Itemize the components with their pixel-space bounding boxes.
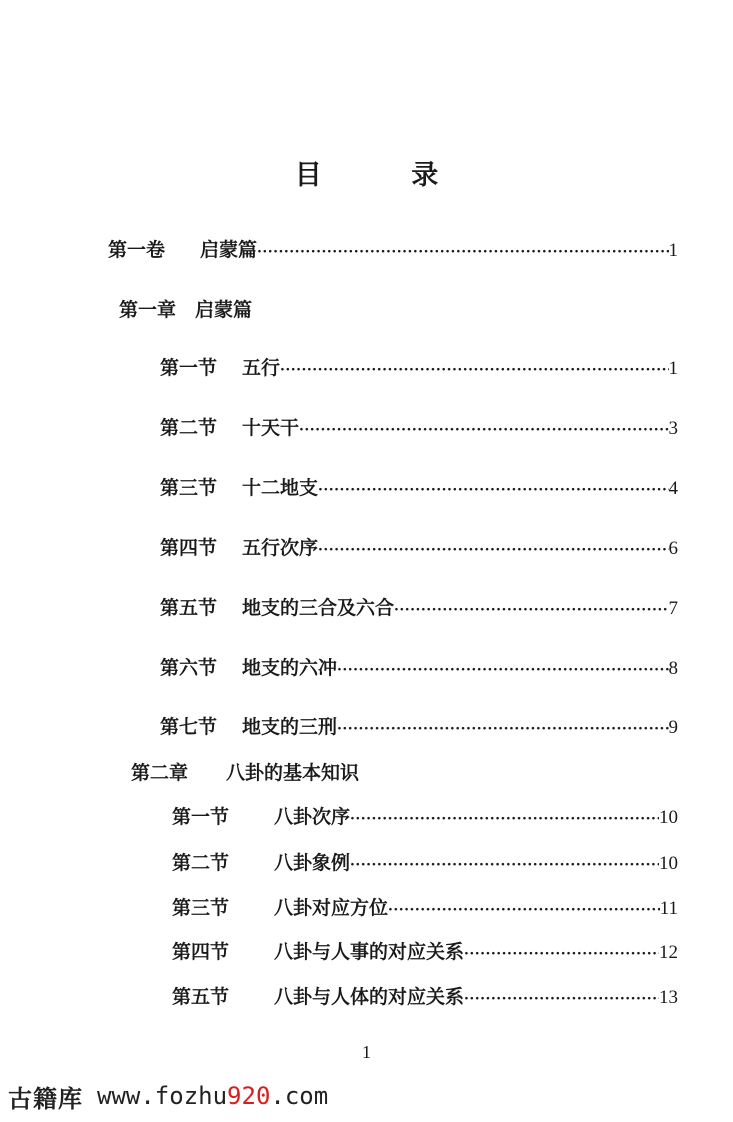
- dot-leader: [318, 477, 668, 503]
- toc-section-entry[interactable]: [160, 415, 678, 443]
- volume-title: 启蒙篇: [200, 239, 258, 261]
- section-page: 4: [668, 478, 678, 499]
- chapter-1-heading[interactable]: 第一章 启蒙篇: [119, 299, 253, 321]
- dot-leader: [318, 537, 668, 563]
- section-page: 10: [659, 807, 678, 828]
- section-label: 第七节: [160, 716, 218, 738]
- section-label: 第五节: [172, 986, 230, 1008]
- dot-leader: [394, 597, 668, 623]
- watermark-url-digits: 920: [227, 1082, 271, 1110]
- section-title: 八卦对应方位: [274, 897, 389, 919]
- section-label: 第三节: [160, 477, 218, 499]
- section-title: 八卦与人体的对应关系: [274, 986, 465, 1008]
- toc-section-entry[interactable]: [172, 984, 678, 1012]
- toc-volume-entry[interactable]: [108, 237, 678, 265]
- section-page: 11: [659, 898, 678, 919]
- section-label: 第三节: [172, 897, 230, 919]
- toc-section-entry[interactable]: [172, 939, 678, 967]
- dot-leader: [337, 657, 668, 683]
- dot-leader: [464, 986, 659, 1012]
- toc-section-entry[interactable]: [160, 655, 678, 683]
- section-label: 第二节: [172, 852, 230, 874]
- section-label: 第六节: [160, 657, 218, 679]
- section-label: 第一节: [172, 806, 230, 828]
- section-label: 第一节: [160, 357, 218, 379]
- section-title: 地支的六冲: [242, 657, 338, 679]
- section-title: 十天干: [242, 417, 300, 439]
- section-label: 第二节: [160, 417, 218, 439]
- dot-leader: [350, 806, 659, 832]
- section-title: 八卦象例: [274, 852, 351, 874]
- toc-section-entry[interactable]: [160, 475, 678, 503]
- chapter-2-heading[interactable]: 第二章 八卦的基本知识: [131, 762, 360, 784]
- section-title: 八卦次序: [274, 806, 351, 828]
- watermark-site-name: 古籍库: [8, 1084, 83, 1113]
- section-label: 第四节: [172, 941, 230, 963]
- section-page: 7: [668, 598, 678, 619]
- section-page: 6: [668, 538, 678, 559]
- toc-title: 目 录: [294, 160, 479, 191]
- section-title: 五行次序: [242, 537, 319, 559]
- section-page: 3: [668, 418, 678, 439]
- site-watermark: [8, 1078, 360, 1114]
- section-page: 8: [668, 658, 678, 679]
- toc-section-entry[interactable]: [160, 714, 678, 742]
- dot-leader: [337, 716, 668, 742]
- toc-section-entry[interactable]: [160, 595, 678, 623]
- section-page: 1: [668, 358, 678, 379]
- toc-section-entry[interactable]: [160, 535, 678, 563]
- section-title: 八卦与人事的对应关系: [274, 941, 465, 963]
- toc-section-entry[interactable]: [172, 804, 678, 832]
- section-title: 十二地支: [242, 477, 319, 499]
- volume-label: 第一卷: [108, 239, 166, 261]
- section-title: 地支的三刑: [242, 716, 338, 738]
- watermark-url-prefix: www.fozhu: [97, 1082, 228, 1110]
- dot-leader: [257, 239, 668, 265]
- dot-leader: [299, 417, 668, 443]
- toc-section-entry[interactable]: [172, 895, 678, 923]
- section-page: 13: [659, 987, 678, 1008]
- section-title: 五行: [242, 357, 281, 379]
- volume-page: 1: [668, 240, 678, 261]
- section-page: 9: [668, 717, 678, 738]
- dot-leader: [464, 941, 659, 967]
- section-page: 10: [659, 853, 678, 874]
- section-title: 地支的三合及六合: [242, 597, 395, 619]
- section-label: 第五节: [160, 597, 218, 619]
- dot-leader: [350, 852, 659, 878]
- watermark-url-suffix: .com: [270, 1082, 329, 1110]
- dot-leader: [388, 897, 660, 923]
- section-label: 第四节: [160, 537, 218, 559]
- toc-section-entry[interactable]: [160, 355, 678, 383]
- section-page: 12: [659, 942, 678, 963]
- toc-section-entry[interactable]: [172, 850, 678, 878]
- page-number: 1: [362, 1042, 371, 1062]
- dot-leader: [280, 357, 668, 383]
